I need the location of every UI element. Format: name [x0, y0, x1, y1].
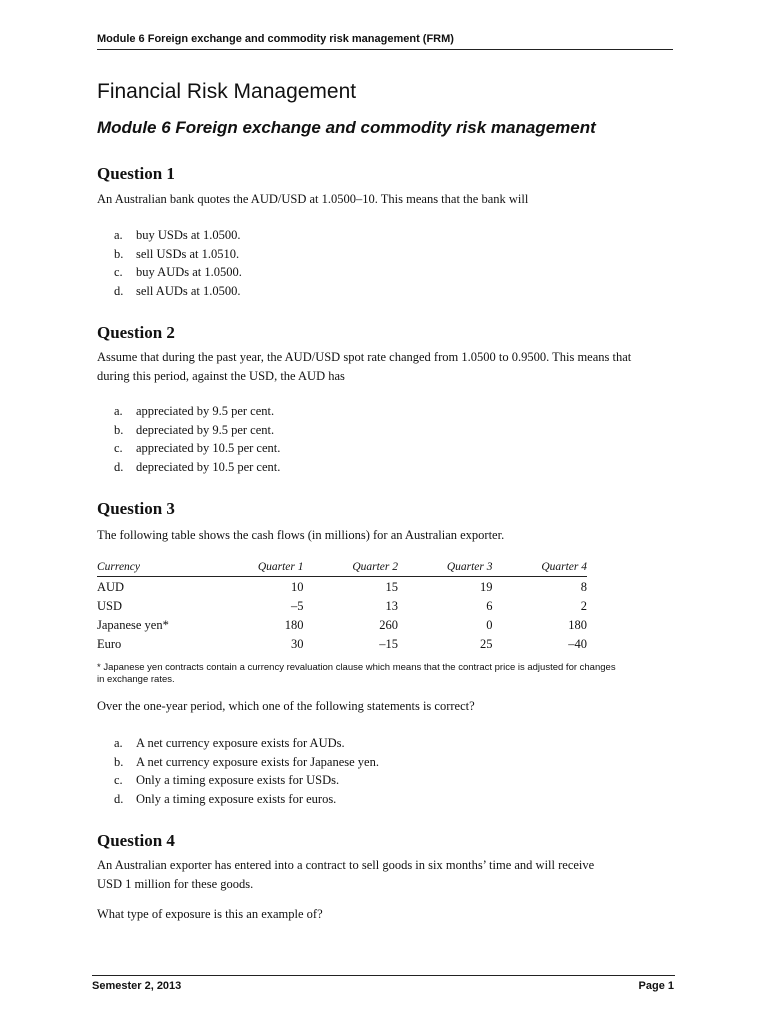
table-cell: 25	[480, 637, 493, 651]
table-body	[97, 577, 587, 654]
column-header: Currency	[97, 561, 141, 573]
table-cell: –40	[568, 637, 587, 651]
option-item	[114, 439, 280, 458]
document-title: Financial Risk Management	[97, 80, 357, 103]
option-text: sell USDs at 1.0510.	[136, 246, 240, 261]
option-text: sell AUDs at 1.0500.	[136, 283, 241, 298]
option-item	[114, 245, 242, 264]
table-cell: 180	[284, 618, 304, 632]
option-letter: c.	[114, 773, 123, 787]
question-3-prompt: Over the one-year period, which one of the following statements is correct?	[97, 699, 475, 713]
option-text: A net currency exposure exists for AUDs.	[136, 736, 345, 750]
table-cell: Japanese yen*	[97, 618, 169, 632]
question-1-options	[114, 226, 242, 300]
question-2-text: Assume that during the past year, the AUD/USD spot rate changed from 1.0500 to 0.9500. This means that during this period, against the USD, the AUD has	[97, 350, 632, 383]
option-text: Only a timing exposure exists for euros.	[136, 791, 337, 806]
table-row	[97, 616, 587, 635]
option-letter: d.	[114, 791, 124, 806]
table-cell: 8	[580, 580, 587, 594]
table-row	[97, 597, 587, 616]
option-letter: b.	[114, 754, 124, 769]
column-header: Quarter 3	[446, 561, 493, 573]
question-2-options	[114, 402, 280, 476]
question-2-heading: Question 2	[97, 323, 175, 342]
option-item	[114, 790, 379, 809]
question-4-prompt: What type of exposure is this an example of?	[97, 907, 323, 921]
table-footnote: * Japanese yen contracts contain a currency revaluation clause which means that the contract price is adjusted for changes in exchange rates.	[97, 662, 616, 685]
option-text: buy USDs at 1.0500.	[136, 228, 241, 242]
option-item	[114, 402, 280, 421]
option-item	[114, 282, 242, 301]
option-item	[114, 753, 379, 772]
table-row	[97, 635, 587, 654]
option-item	[114, 421, 280, 440]
column-header: Quarter 1	[257, 561, 304, 573]
question-1-heading: Question 1	[97, 164, 175, 183]
option-letter: a.	[114, 736, 123, 750]
table-cell: 30	[291, 637, 304, 651]
table-cell: 260	[379, 618, 398, 632]
option-letter: b.	[114, 246, 124, 261]
table-cell: –5	[291, 599, 304, 613]
footer-divider	[92, 975, 675, 976]
table-cell: 19	[480, 580, 493, 594]
footer-semester: Semester 2, 2013	[92, 980, 182, 992]
question-3-text: The following table shows the cash flows (in millions) for an Australian exporter.	[97, 528, 505, 542]
option-text: depreciated by 9.5 per cent.	[136, 422, 275, 437]
question-3-heading: Question 3	[97, 499, 175, 518]
question-4-heading: Question 4	[97, 831, 175, 850]
table-cell: 6	[486, 599, 493, 613]
table-cell: AUD	[97, 580, 125, 594]
document-subtitle: Module 6 Foreign exchange and commodity risk management	[97, 118, 596, 137]
cash-flow-table	[97, 559, 587, 654]
option-text: Only a timing exposure exists for USDs.	[136, 773, 340, 787]
table-cell: 13	[385, 599, 398, 613]
header-divider	[97, 49, 673, 50]
option-letter: a.	[114, 404, 123, 418]
footer-page-number: Page 1	[638, 980, 674, 992]
table-cell: 15	[385, 580, 398, 594]
option-letter: c.	[114, 265, 123, 279]
table-row	[97, 578, 587, 597]
option-text: A net currency exposure exists for Japanese yen.	[136, 754, 379, 769]
column-header: Quarter 2	[352, 561, 398, 573]
table-cell: 10	[291, 580, 304, 594]
option-item	[114, 458, 280, 477]
option-item	[114, 734, 379, 753]
option-text: appreciated by 9.5 per cent.	[136, 404, 275, 418]
question-3-options	[114, 734, 379, 808]
table-cell: 2	[580, 599, 587, 613]
option-text: appreciated by 10.5 per cent.	[136, 441, 281, 455]
table-cell: USD	[97, 599, 123, 613]
question-1-text: An Australian bank quotes the AUD/USD at 1.0500–10. This means that the bank will	[97, 192, 529, 206]
option-letter: d.	[114, 283, 124, 298]
option-item	[114, 771, 379, 790]
table-cell: –15	[379, 637, 398, 651]
option-item	[114, 226, 242, 245]
question-4-text-line-1: An Australian exporter has entered into a contract to sell goods in six months’ time and will receive	[97, 858, 595, 872]
option-text: depreciated by 10.5 per cent.	[136, 459, 281, 474]
option-letter: b.	[114, 422, 124, 437]
option-letter: d.	[114, 459, 124, 474]
table-cell: 0	[486, 618, 493, 632]
option-item	[114, 263, 242, 282]
option-letter: c.	[114, 441, 123, 455]
table-header-row	[97, 559, 587, 577]
option-text: buy AUDs at 1.0500.	[136, 265, 242, 279]
option-letter: a.	[114, 228, 123, 242]
table-cell: 180	[568, 618, 587, 632]
running-header: Module 6 Foreign exchange and commodity risk management (FRM)	[97, 33, 454, 45]
table-cell: Euro	[97, 637, 122, 651]
column-header: Quarter 4	[541, 561, 587, 573]
question-4-text-line-2: USD 1 million for these goods.	[97, 877, 254, 891]
